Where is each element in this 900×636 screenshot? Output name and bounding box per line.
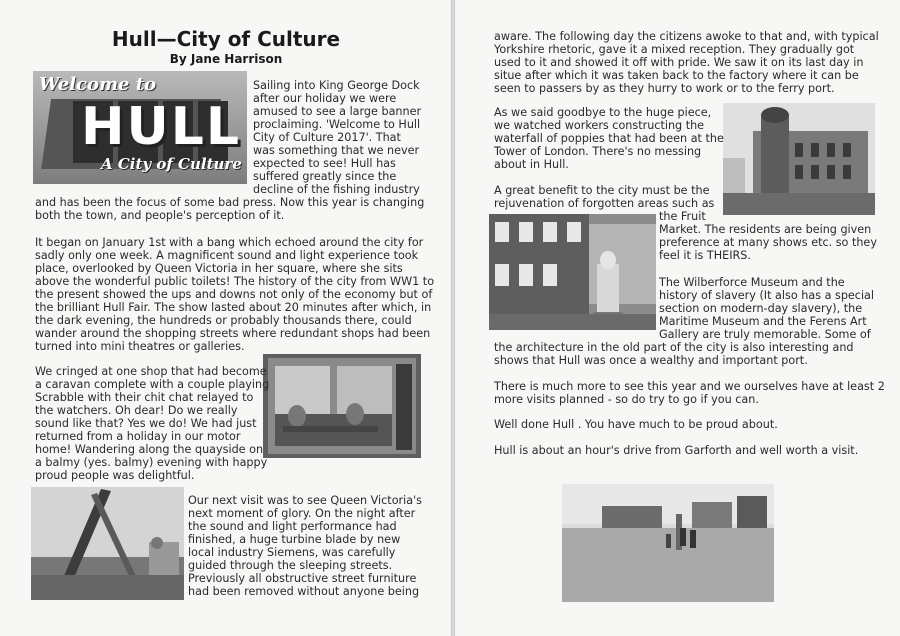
- text-line: a balmy (yes. balmy) evening with happy: [35, 456, 268, 469]
- text-line: both the town, and people's perception of it.: [35, 209, 285, 222]
- city-square-image: [562, 484, 774, 602]
- text-line: guided through the sleeping streets.: [188, 559, 393, 572]
- logo-line-2: HULL: [81, 97, 242, 157]
- text-line: decline of the fishing industry: [253, 183, 420, 196]
- guildhall-image: [723, 103, 875, 215]
- text-line: the sound and light performance had: [188, 520, 397, 533]
- text-line: used to it and showed it off with pride. We saw it on its last day in: [494, 56, 864, 69]
- text-line: seen to passers by as they hurry to work or to the ferry port.: [494, 82, 835, 95]
- text-line: proud people was delightful.: [35, 469, 195, 482]
- text-line: As we said goodbye to the huge piece,: [494, 106, 712, 119]
- text-line: returned from a holiday in our motor: [35, 430, 241, 443]
- text-line: aware. The following day the citizens awoke to that and, with typical: [494, 30, 879, 43]
- text-line: next moment of glory. On the night after: [188, 507, 416, 520]
- turbine-blade-image: [31, 487, 184, 600]
- article-author: By Jane Harrison: [169, 52, 283, 66]
- text-line: local industry Siemens, was carefully: [188, 546, 396, 559]
- caravan-shop-photo: [263, 354, 421, 458]
- text-line: place, overlooked by Queen Victoria in her square, where she sits: [35, 262, 403, 275]
- text-line: had been removed without anyone being: [188, 585, 420, 598]
- text-line: We cringed at one shop that had become: [35, 365, 267, 378]
- text-line: the present showed the ups and downs not only of the economy but of: [35, 288, 433, 301]
- page-gutter: [451, 0, 455, 636]
- text-line: about in Hull.: [494, 158, 569, 171]
- text-line: Gallery are truly memorable. Some of: [659, 328, 871, 341]
- text-line: home! Wandering along the quayside on: [35, 443, 264, 456]
- turbine-blade-photo: [31, 487, 184, 600]
- text-line: was something that we never: [253, 144, 420, 157]
- fruit-market-photo: [489, 214, 656, 330]
- text-line: section on modern-day slavery), the: [659, 302, 863, 315]
- text-line: rejuvenation of forgotten areas such as: [494, 197, 715, 210]
- text-line: City of Culture 2017'. That: [253, 131, 401, 144]
- text-line: waterfall of poppies that had been at the: [494, 132, 724, 145]
- text-line: There is much more to see this year and we ourselves have at least 2: [494, 380, 885, 393]
- city-square-photo: [562, 484, 774, 602]
- text-line: sadly only one week. A magnificent sound and light experience took: [35, 249, 419, 262]
- text-line: expected to see! Hull has: [253, 157, 396, 170]
- logo-line-3: A City of Culture: [101, 155, 242, 173]
- caravan-shop-image: [263, 354, 421, 458]
- text-line: Previously all obstructive street furniture: [188, 572, 417, 585]
- text-line: Tower of London. There's no messing: [494, 145, 702, 158]
- text-line: Scrabble with their chit chat relayed to: [35, 391, 254, 404]
- welcome-to-hull-logo: [33, 71, 247, 184]
- text-line: suffered greatly since the: [253, 170, 397, 183]
- text-line: above the wonderful public toilets! The history of the city from WW1 to: [35, 275, 435, 288]
- text-line: turned into mini theatres or galleries.: [35, 340, 245, 353]
- text-line: wander around the shopping streets where redundant shops had been: [35, 327, 431, 340]
- text-line: Sailing into King George Dock: [253, 79, 420, 92]
- text-line: a caravan complete with a couple playing: [35, 378, 270, 391]
- text-line: the architecture in the old part of the city is also interesting and: [494, 341, 854, 354]
- text-line: the Fruit: [659, 210, 706, 223]
- text-line: Well done Hull . You have much to be proud about.: [494, 418, 778, 431]
- text-line: the brilliant Hull Fair. The show lasted about 20 minutes after which, in: [35, 301, 432, 314]
- text-line: The Wilberforce Museum and the: [659, 276, 845, 289]
- fruit-market-image: [489, 214, 656, 330]
- text-line: feel it is THEIRS.: [659, 249, 751, 262]
- text-line: after our holiday we were: [253, 92, 397, 105]
- text-line: amused to see a large banner: [253, 105, 422, 118]
- text-line: Market. The residents are being given: [659, 223, 872, 236]
- text-line: Maritime Museum and the Ferens Art: [659, 315, 867, 328]
- text-line: more visits planned - so do try to go if you can.: [494, 393, 759, 406]
- text-line: finished, a huge turbine blade by new: [188, 533, 401, 546]
- logo-line-1: Welcome to: [39, 74, 157, 95]
- text-line: and has been the focus of some bad press. Now this year is changing: [35, 196, 425, 209]
- text-line: we watched workers constructing the: [494, 119, 705, 132]
- text-line: preference at many shows etc. so they: [659, 236, 877, 249]
- guildhall-photo: [723, 103, 875, 215]
- text-line: proclaiming. 'Welcome to Hull: [253, 118, 421, 131]
- text-line: situe after which it was taken back to the factory where it can be: [494, 69, 859, 82]
- text-line: Hull is about an hour's drive from Garforth and well worth a visit.: [494, 444, 859, 457]
- text-line: the watchers. Oh dear! Do we really: [35, 404, 238, 417]
- text-line: A great benefit to the city must be the: [494, 184, 710, 197]
- text-line: Yorkshire rhetoric, gave it a mixed reception. They gradually got: [494, 43, 855, 56]
- text-line: It began on January 1st with a bang which echoed around the city for: [35, 236, 424, 249]
- text-line: sound like that? Yes we do! We had just: [35, 417, 257, 430]
- text-line: Our next visit was to see Queen Victoria's: [188, 494, 423, 507]
- text-line: history of slavery (It also has a special: [659, 289, 875, 302]
- article-title: Hull—City of Culture: [111, 27, 341, 51]
- text-line: shows that Hull was once a wealthy and important port.: [494, 354, 808, 367]
- text-line: the dark evening, the hundreds or probably thousands there, could: [35, 314, 412, 327]
